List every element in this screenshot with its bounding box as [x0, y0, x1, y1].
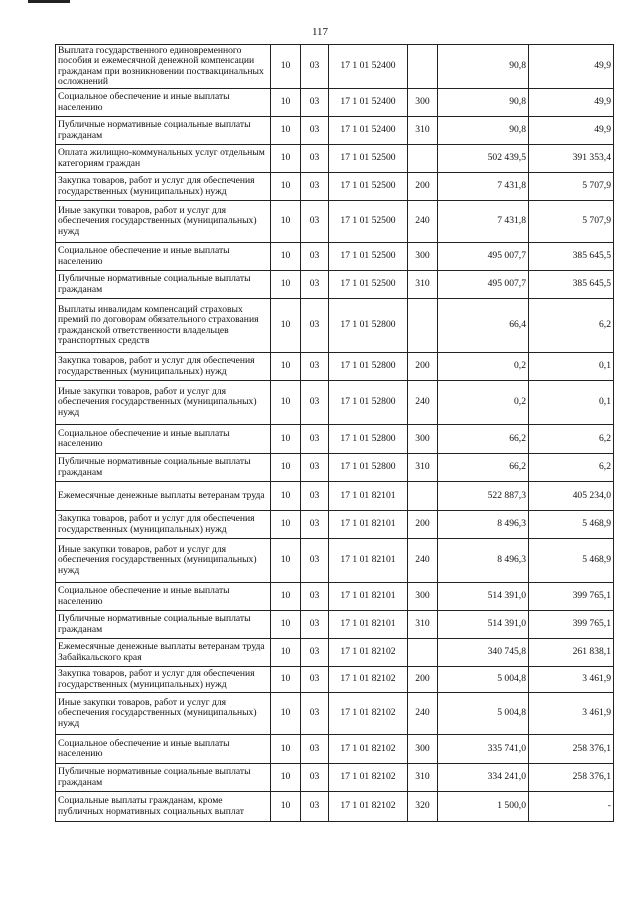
- section-code: 10: [271, 511, 301, 539]
- item-name: Социальное обеспечение и иные выплаты населению: [56, 89, 271, 117]
- amount-1: 5 004,8: [438, 667, 529, 693]
- subsection-code: 03: [301, 381, 329, 425]
- amount-2: 258 376,1: [529, 764, 614, 792]
- section-code: 10: [271, 201, 301, 243]
- target-article-code: 17 1 01 82102: [329, 667, 408, 693]
- amount-1: 90,8: [438, 89, 529, 117]
- amount-2: 6,2: [529, 299, 614, 353]
- table-row: [56, 353, 614, 381]
- amount-2: 6,2: [529, 454, 614, 482]
- amount-2: 405 234,0: [529, 482, 614, 511]
- table-row: [56, 667, 614, 693]
- target-article-code: 17 1 01 82101: [329, 583, 408, 611]
- table-row: [56, 735, 614, 764]
- target-article-code: 17 1 01 52500: [329, 271, 408, 299]
- expense-type-code: [408, 145, 438, 173]
- amount-2: 6,2: [529, 425, 614, 454]
- table-row: [56, 482, 614, 511]
- section-code: 10: [271, 45, 301, 89]
- item-name: Социальное обеспечение и иные выплаты населению: [56, 735, 271, 764]
- subsection-code: 03: [301, 201, 329, 243]
- amount-1: 502 439,5: [438, 145, 529, 173]
- amount-2: 258 376,1: [529, 735, 614, 764]
- amount-2: 49,9: [529, 45, 614, 89]
- target-article-code: 17 1 01 82102: [329, 764, 408, 792]
- amount-1: 335 741,0: [438, 735, 529, 764]
- table-row: [56, 539, 614, 583]
- section-code: 10: [271, 764, 301, 792]
- amount-1: 8 496,3: [438, 511, 529, 539]
- section-code: 10: [271, 693, 301, 735]
- amount-1: 495 007,7: [438, 243, 529, 271]
- expense-type-code: 300: [408, 89, 438, 117]
- subsection-code: 03: [301, 353, 329, 381]
- amount-2: 399 765,1: [529, 611, 614, 639]
- expense-type-code: 300: [408, 735, 438, 764]
- item-name: Оплата жилищно-коммунальных услуг отдельным категориям граждан: [56, 145, 271, 173]
- table-row: [56, 243, 614, 271]
- table-row: [56, 425, 614, 454]
- section-code: 10: [271, 243, 301, 271]
- amount-2: 391 353,4: [529, 145, 614, 173]
- amount-2: 0,1: [529, 381, 614, 425]
- subsection-code: 03: [301, 611, 329, 639]
- amount-1: 7 431,8: [438, 173, 529, 201]
- section-code: 10: [271, 145, 301, 173]
- amount-2: 0,1: [529, 353, 614, 381]
- target-article-code: 17 1 01 82101: [329, 482, 408, 511]
- target-article-code: 17 1 01 82102: [329, 639, 408, 667]
- section-code: 10: [271, 583, 301, 611]
- amount-1: 90,8: [438, 117, 529, 145]
- target-article-code: 17 1 01 52800: [329, 381, 408, 425]
- amount-1: 514 391,0: [438, 611, 529, 639]
- table-row: [56, 511, 614, 539]
- item-name: Закупка товаров, работ и услуг для обеспечения государственных (муниципальных) нужд: [56, 173, 271, 201]
- subsection-code: 03: [301, 693, 329, 735]
- section-code: 10: [271, 271, 301, 299]
- subsection-code: 03: [301, 117, 329, 145]
- table-row: [56, 454, 614, 482]
- subsection-code: 03: [301, 539, 329, 583]
- subsection-code: 03: [301, 482, 329, 511]
- target-article-code: 17 1 01 52500: [329, 145, 408, 173]
- amount-2: 385 645,5: [529, 243, 614, 271]
- item-name: Социальное обеспечение и иные выплаты населению: [56, 583, 271, 611]
- target-article-code: 17 1 01 82102: [329, 735, 408, 764]
- amount-2: 49,9: [529, 117, 614, 145]
- subsection-code: 03: [301, 89, 329, 117]
- item-name: Закупка товаров, работ и услуг для обеспечения государственных (муниципальных) нужд: [56, 667, 271, 693]
- item-name: Публичные нормативные социальные выплаты гражданам: [56, 764, 271, 792]
- expense-type-code: 300: [408, 425, 438, 454]
- subsection-code: 03: [301, 45, 329, 89]
- table-row: [56, 45, 614, 89]
- target-article-code: 17 1 01 82101: [329, 511, 408, 539]
- section-code: 10: [271, 89, 301, 117]
- page-number: 117: [311, 26, 329, 38]
- expense-type-code: 310: [408, 271, 438, 299]
- amount-1: 522 887,3: [438, 482, 529, 511]
- amount-1: 66,2: [438, 454, 529, 482]
- amount-2: 385 645,5: [529, 271, 614, 299]
- target-article-code: 17 1 01 52400: [329, 89, 408, 117]
- amount-1: 66,2: [438, 425, 529, 454]
- expense-type-code: 240: [408, 539, 438, 583]
- amount-1: 0,2: [438, 381, 529, 425]
- expense-type-code: 310: [408, 454, 438, 482]
- amount-1: 1 500,0: [438, 792, 529, 822]
- expense-type-code: 310: [408, 611, 438, 639]
- amount-2: 5 468,9: [529, 511, 614, 539]
- expense-type-code: 300: [408, 583, 438, 611]
- amount-1: 66,4: [438, 299, 529, 353]
- amount-1: 334 241,0: [438, 764, 529, 792]
- item-name: Закупка товаров, работ и услуг для обеспечения государственных (муниципальных) нужд: [56, 353, 271, 381]
- subsection-code: 03: [301, 639, 329, 667]
- subsection-code: 03: [301, 299, 329, 353]
- table-row: [56, 117, 614, 145]
- table-body: [56, 45, 614, 822]
- subsection-code: 03: [301, 667, 329, 693]
- target-article-code: 17 1 01 52400: [329, 45, 408, 89]
- subsection-code: 03: [301, 173, 329, 201]
- amount-2: 5 707,9: [529, 173, 614, 201]
- amount-1: 0,2: [438, 353, 529, 381]
- target-article-code: 17 1 01 82102: [329, 693, 408, 735]
- target-article-code: 17 1 01 82102: [329, 792, 408, 822]
- subsection-code: 03: [301, 145, 329, 173]
- amount-2: 399 765,1: [529, 583, 614, 611]
- expense-type-code: [408, 45, 438, 89]
- amount-2: 3 461,9: [529, 667, 614, 693]
- item-name: Публичные нормативные социальные выплаты гражданам: [56, 117, 271, 145]
- subsection-code: 03: [301, 243, 329, 271]
- section-code: 10: [271, 353, 301, 381]
- amount-2: -: [529, 792, 614, 822]
- table-row: [56, 89, 614, 117]
- expense-type-code: [408, 299, 438, 353]
- target-article-code: 17 1 01 52400: [329, 117, 408, 145]
- amount-1: 7 431,8: [438, 201, 529, 243]
- section-code: 10: [271, 173, 301, 201]
- item-name: Социальное обеспечение и иные выплаты населению: [56, 243, 271, 271]
- section-code: 10: [271, 611, 301, 639]
- table-row: [56, 201, 614, 243]
- amount-2: 49,9: [529, 89, 614, 117]
- target-article-code: 17 1 01 52500: [329, 243, 408, 271]
- expense-type-code: 310: [408, 764, 438, 792]
- item-name: Социальное обеспечение и иные выплаты населению: [56, 425, 271, 454]
- item-name: Закупка товаров, работ и услуг для обеспечения государственных (муниципальных) нужд: [56, 511, 271, 539]
- section-code: 10: [271, 299, 301, 353]
- expense-type-code: [408, 482, 438, 511]
- amount-1: 340 745,8: [438, 639, 529, 667]
- section-code: 10: [271, 792, 301, 822]
- target-article-code: 17 1 01 52800: [329, 353, 408, 381]
- amount-1: 514 391,0: [438, 583, 529, 611]
- table-row: [56, 145, 614, 173]
- subsection-code: 03: [301, 792, 329, 822]
- section-code: 10: [271, 454, 301, 482]
- table-row: [56, 173, 614, 201]
- expense-type-code: 200: [408, 511, 438, 539]
- amount-2: 261 838,1: [529, 639, 614, 667]
- amount-1: 5 004,8: [438, 693, 529, 735]
- subsection-code: 03: [301, 454, 329, 482]
- budget-table: [55, 44, 614, 822]
- amount-1: 8 496,3: [438, 539, 529, 583]
- item-name: Иные закупки товаров, работ и услуг для обеспечения государственных (муниципальных) нужд: [56, 693, 271, 735]
- item-name: Иные закупки товаров, работ и услуг для обеспечения государственных (муниципальных) нужд: [56, 201, 271, 243]
- expense-type-code: 240: [408, 693, 438, 735]
- expense-type-code: 240: [408, 381, 438, 425]
- expense-type-code: 200: [408, 353, 438, 381]
- table-row: [56, 764, 614, 792]
- item-name: Публичные нормативные социальные выплаты гражданам: [56, 271, 271, 299]
- section-code: 10: [271, 482, 301, 511]
- subsection-code: 03: [301, 271, 329, 299]
- expense-type-code: 310: [408, 117, 438, 145]
- target-article-code: 17 1 01 52500: [329, 201, 408, 243]
- item-name: Выплата государственного единовременного пособия и ежемесячной денежной компенсации гражданам при возникновении поствакцинальных осложнений: [56, 45, 271, 89]
- section-code: 10: [271, 117, 301, 145]
- section-code: 10: [271, 425, 301, 454]
- item-name: Публичные нормативные социальные выплаты гражданам: [56, 611, 271, 639]
- expense-type-code: 320: [408, 792, 438, 822]
- target-article-code: 17 1 01 52800: [329, 454, 408, 482]
- expense-type-code: 240: [408, 201, 438, 243]
- section-code: 10: [271, 667, 301, 693]
- item-name: Социальные выплаты гражданам, кроме публичных нормативных социальных выплат: [56, 792, 271, 822]
- subsection-code: 03: [301, 764, 329, 792]
- top-edge-bar: [28, 0, 70, 3]
- table-row: [56, 639, 614, 667]
- expense-type-code: 300: [408, 243, 438, 271]
- expense-type-code: 200: [408, 667, 438, 693]
- item-name: Ежемесячные денежные выплаты ветеранам труда Забайкальского края: [56, 639, 271, 667]
- section-code: 10: [271, 735, 301, 764]
- item-name: Выплаты инвалидам компенсаций страховых премий по договорам обязательного страхования гражданской ответственности владельцев транспортных средств: [56, 299, 271, 353]
- target-article-code: 17 1 01 52800: [329, 425, 408, 454]
- amount-2: 5 707,9: [529, 201, 614, 243]
- table-row: [56, 792, 614, 822]
- subsection-code: 03: [301, 735, 329, 764]
- subsection-code: 03: [301, 583, 329, 611]
- amount-2: 5 468,9: [529, 539, 614, 583]
- amount-1: 495 007,7: [438, 271, 529, 299]
- section-code: 10: [271, 381, 301, 425]
- target-article-code: 17 1 01 52800: [329, 299, 408, 353]
- table-row: [56, 693, 614, 735]
- target-article-code: 17 1 01 52500: [329, 173, 408, 201]
- target-article-code: 17 1 01 82101: [329, 539, 408, 583]
- expense-type-code: [408, 639, 438, 667]
- item-name: Иные закупки товаров, работ и услуг для обеспечения государственных (муниципальных) нужд: [56, 381, 271, 425]
- section-code: 10: [271, 539, 301, 583]
- subsection-code: 03: [301, 511, 329, 539]
- table-row: [56, 271, 614, 299]
- section-code: 10: [271, 639, 301, 667]
- item-name: Иные закупки товаров, работ и услуг для обеспечения государственных (муниципальных) нужд: [56, 539, 271, 583]
- amount-2: 3 461,9: [529, 693, 614, 735]
- subsection-code: 03: [301, 425, 329, 454]
- item-name: Ежемесячные денежные выплаты ветеранам труда: [56, 482, 271, 511]
- amount-1: 90,8: [438, 45, 529, 89]
- table-row: [56, 583, 614, 611]
- expense-type-code: 200: [408, 173, 438, 201]
- table-row: [56, 381, 614, 425]
- table-row: [56, 611, 614, 639]
- item-name: Публичные нормативные социальные выплаты гражданам: [56, 454, 271, 482]
- target-article-code: 17 1 01 82101: [329, 611, 408, 639]
- table-row: [56, 299, 614, 353]
